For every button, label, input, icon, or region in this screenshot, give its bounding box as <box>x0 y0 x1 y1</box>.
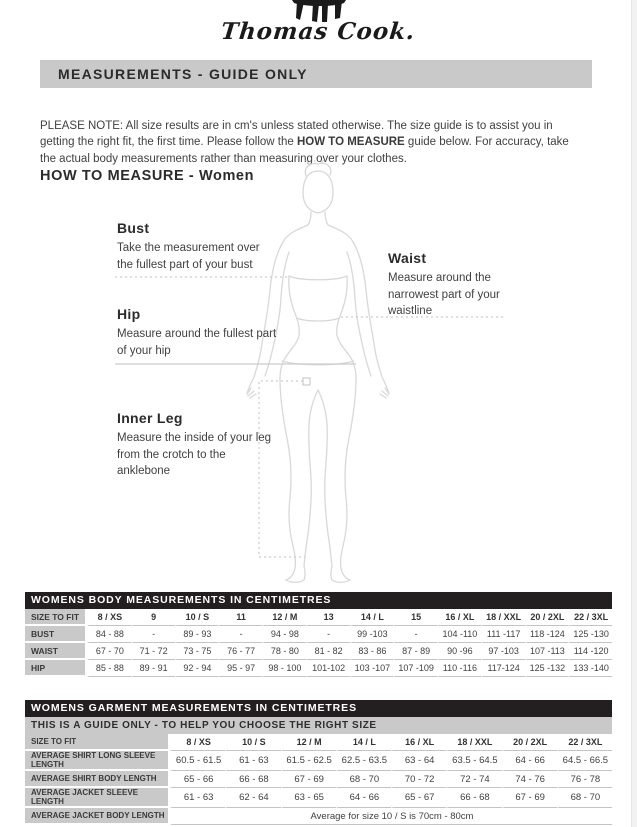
row-label: BUST <box>25 626 87 643</box>
size-column-header: 9 <box>131 609 175 626</box>
cell-value: 78 - 80 <box>262 643 306 660</box>
cell-value: 117-124 <box>481 660 525 677</box>
cell-value: 85 - 88 <box>87 660 131 677</box>
body-table-header-row <box>25 609 612 626</box>
row-label: AVERAGE JACKET BODY LENGTH <box>25 808 170 825</box>
cell-value: 111 -117 <box>481 626 525 643</box>
cell-value: 101-102 <box>306 660 350 677</box>
annotation-hip <box>117 306 277 359</box>
note-text-after: guide below. For accuracy, take the actual body measurements rather than measuring over your clothes. <box>40 136 569 165</box>
inner-leg-marker <box>303 378 310 385</box>
cell-value: 72 - 74 <box>446 771 501 788</box>
cell-value: 65 - 67 <box>391 788 446 808</box>
brand-logo <box>0 0 637 45</box>
figure-right-foot <box>331 566 350 582</box>
annotation-waist-text: Measure around the narrowest part of your waistline <box>388 272 500 317</box>
figure-hair-strands <box>305 160 325 165</box>
size-column-header: 18 / XXL <box>481 609 525 626</box>
garment-table-title: WOMENS GARMENT MEASUREMENTS IN CENTIMETRES <box>25 700 612 717</box>
garment-measurements-table <box>25 700 612 825</box>
cell-value: 87 - 89 <box>393 643 437 660</box>
table-row <box>25 751 612 771</box>
size-column-header: 20 / 2XL <box>502 734 557 751</box>
cell-value: 70 - 72 <box>391 771 446 788</box>
garment-table <box>25 734 612 825</box>
annotation-inner-leg-title: Inner Leg <box>117 410 183 426</box>
body-table-title: WOMENS BODY MEASUREMENTS IN CENTIMETRES <box>25 592 612 609</box>
size-column-header: 14 / L <box>336 734 391 751</box>
cell-value: 89 - 93 <box>175 626 219 643</box>
body-measurements-table <box>25 592 612 677</box>
cell-value: 107 -109 <box>393 660 437 677</box>
figure-neck <box>308 212 328 225</box>
cell-value: 104 -110 <box>437 626 481 643</box>
annotation-inner-leg-text: Measure the inside of your leg from the crotch to the anklebone <box>117 432 272 477</box>
cell-value: 107 -113 <box>525 643 569 660</box>
cell-value: 61 - 63 <box>225 751 280 771</box>
brand-name: Thomas Cook. <box>219 18 418 45</box>
table-row <box>25 626 612 643</box>
row-label: AVERAGE JACKET SLEEVE LENGTH <box>25 788 170 808</box>
row-label: WAIST <box>25 643 87 660</box>
cell-value: - <box>306 626 350 643</box>
table-row <box>25 771 612 788</box>
annotation-inner-leg <box>117 410 277 480</box>
how-to-measure-heading: HOW TO MEASURE - Women <box>40 168 255 184</box>
cell-value: 67 - 69 <box>281 771 336 788</box>
cell-value: 68 - 70 <box>557 788 612 808</box>
cell-value: 89 - 91 <box>131 660 175 677</box>
cell-value: 64 - 66 <box>336 788 391 808</box>
size-to-fit-label: SIZE TO FIT <box>25 734 170 751</box>
cell-value: 84 - 88 <box>87 626 131 643</box>
cell-value: 97 -103 <box>481 643 525 660</box>
size-column-header: 10 / S <box>175 609 219 626</box>
figure-bust-top-line <box>289 276 347 280</box>
cell-value: 64 - 66 <box>502 751 557 771</box>
body-table <box>25 609 612 677</box>
cell-value: 68 - 70 <box>336 771 391 788</box>
cell-value: 125 -130 <box>568 626 612 643</box>
cell-value: 66 - 68 <box>446 788 501 808</box>
table-row <box>25 788 612 808</box>
figure-waist-line <box>297 318 339 321</box>
size-column-header: 8 / XS <box>87 609 131 626</box>
size-column-header: 14 / L <box>350 609 394 626</box>
cell-value: 61.5 - 62.5 <box>281 751 336 771</box>
size-column-header: 16 / XL <box>437 609 481 626</box>
cell-value: 94 - 98 <box>262 626 306 643</box>
annotation-bust <box>117 220 277 273</box>
garment-table-header-row <box>25 734 612 751</box>
note-label: PLEASE NOTE: <box>40 119 124 132</box>
note-bold: HOW TO MEASURE <box>296 136 405 148</box>
size-column-header: 12 / M <box>262 609 306 626</box>
figure-diagram <box>0 160 637 590</box>
size-column-header: 11 <box>218 609 262 626</box>
size-column-header: 15 <box>393 609 437 626</box>
figure-right-arm-outer <box>328 225 389 394</box>
annotation-hip-text: Measure around the fullest part of your hip <box>117 328 277 357</box>
cell-value: 71 - 72 <box>131 643 175 660</box>
cell-value: 125 -132 <box>525 660 569 677</box>
cell-value: 63 - 64 <box>391 751 446 771</box>
cell-value: 98 - 100 <box>262 660 306 677</box>
page-title: MEASUREMENTS - GUIDE ONLY <box>40 60 592 88</box>
figure-right-leg-outer <box>341 378 356 568</box>
cell-value: 63.5 - 64.5 <box>446 751 501 771</box>
cell-value: 61 - 63 <box>170 788 225 808</box>
annotation-bust-title: Bust <box>117 220 150 236</box>
figure-right-leg-inner <box>318 390 332 566</box>
cell-value: - <box>131 626 175 643</box>
table-row <box>25 808 612 825</box>
row-label: AVERAGE SHIRT BODY LENGTH <box>25 771 170 788</box>
cell-value: 83 - 86 <box>350 643 394 660</box>
row-label: HIP <box>25 660 87 677</box>
row-span-value: Average for size 10 / S is 70cm - 80cm <box>170 808 612 825</box>
cell-value: 67 - 70 <box>87 643 131 660</box>
table-row <box>25 643 612 660</box>
woman-figure-icon <box>0 160 637 590</box>
note-text-before: All size results are in cm's unless stated otherwise. The size guide is to assist you in getting the right fit, the first time. Please follow the <box>40 119 553 148</box>
size-column-header: 10 / S <box>225 734 280 751</box>
cell-value: 76 - 77 <box>218 643 262 660</box>
garment-table-subtitle: THIS IS A GUIDE ONLY - TO HELP YOU CHOOSE THE RIGHT SIZE <box>25 717 612 734</box>
cell-value: 65 - 66 <box>170 771 225 788</box>
cell-value: 118 -124 <box>525 626 569 643</box>
cell-value: 110 -116 <box>437 660 481 677</box>
cell-value: 92 - 94 <box>175 660 219 677</box>
cell-value: 114 -120 <box>568 643 612 660</box>
cell-value: 103 -107 <box>350 660 394 677</box>
figure-left-leg-outer <box>280 378 295 568</box>
figure-left-leg-inner <box>304 390 318 566</box>
row-label: AVERAGE SHIRT LONG SLEEVE LENGTH <box>25 751 170 771</box>
cell-value: 73 - 75 <box>175 643 219 660</box>
cell-value: 62.5 - 63.5 <box>336 751 391 771</box>
cell-value: - <box>393 626 437 643</box>
figure-left-foot <box>286 566 305 582</box>
cell-value: 64.5 - 66.5 <box>557 751 612 771</box>
cell-value: 60.5 - 61.5 <box>170 751 225 771</box>
size-column-header: 18 / XXL <box>446 734 501 751</box>
cell-value: 99 -103 <box>350 626 394 643</box>
cell-value: 63 - 65 <box>281 788 336 808</box>
cell-value: 62 - 64 <box>225 788 280 808</box>
cell-value: 133 -140 <box>568 660 612 677</box>
cell-value: 67 - 69 <box>502 788 557 808</box>
cell-value: - <box>218 626 262 643</box>
size-to-fit-label: SIZE TO FIT <box>25 609 87 626</box>
annotation-bust-text: Take the measurement over the fullest part of your bust <box>117 242 260 271</box>
annotation-hip-title: Hip <box>117 306 141 322</box>
figure-head <box>303 171 333 213</box>
annotation-waist <box>388 250 528 320</box>
size-column-header: 13 <box>306 609 350 626</box>
size-column-header: 22 / 3XL <box>568 609 612 626</box>
size-column-header: 8 / XS <box>170 734 225 751</box>
cell-value: 81 - 82 <box>306 643 350 660</box>
cell-value: 76 - 78 <box>557 771 612 788</box>
size-column-header: 20 / 2XL <box>525 609 569 626</box>
annotation-waist-title: Waist <box>388 250 427 266</box>
cell-value: 90 -96 <box>437 643 481 660</box>
cell-value: 74 - 76 <box>502 771 557 788</box>
cell-value: 66 - 68 <box>225 771 280 788</box>
cell-value: 95 - 97 <box>218 660 262 677</box>
size-column-header: 12 / M <box>281 734 336 751</box>
size-column-header: 16 / XL <box>391 734 446 751</box>
size-column-header: 22 / 3XL <box>557 734 612 751</box>
table-row <box>25 660 612 677</box>
